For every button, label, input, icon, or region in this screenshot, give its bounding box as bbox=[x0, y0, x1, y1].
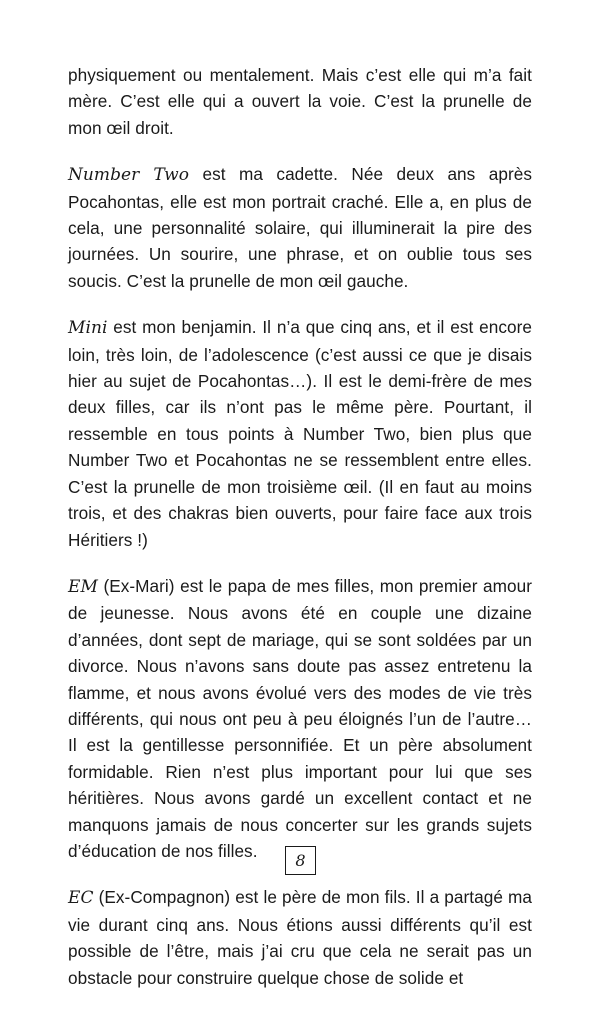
paragraph-mini bbox=[68, 314, 532, 553]
paragraph-intro bbox=[68, 62, 532, 141]
page-number: 8 bbox=[295, 851, 306, 870]
paragraph-text: est ma cadette. Née deux ans après Pocahontas, elle est mon portrait craché. Elle a, en plus de cela, une personnalité solaire, qui illuminerait la pire des journées. Un sourire, une phrase, et on oublie tous ses soucis. C’est la prunelle de mon œil gauche. bbox=[68, 164, 532, 291]
paragraph-em bbox=[68, 573, 532, 864]
paragraph-text: physiquement ou mentalement. Mais c’est elle qui m’a fait mère. C’est elle qui a ouvert la voie. C’est la prunelle de mon œil droit. bbox=[68, 65, 532, 138]
paragraph-text: (Ex-Mari) est le papa de mes filles, mon premier amour de jeunesse. Nous avons été en couple une dizaine d’années, dont sept de mariage, qui se sont soldées par un divorce. Nous n’avons sans doute pas assez entretenu la flamme, et nous avons évolué vers des modes de vie très différents, qui nous ont peu à peu éloignés l’un de l’autre… Il est la gentillesse personnifiée. Et un père absolument formidable. Rien n’est plus important pour lui que ses héritières. Nous avons gardé un excellent contact et ne manquons jamais de nous concerter sur les grands sujets d’éducation de nos filles. bbox=[68, 575, 532, 861]
paragraph-number-two bbox=[68, 161, 532, 294]
character-name-ec: EC bbox=[68, 888, 94, 909]
page-number-box bbox=[285, 846, 316, 875]
character-name-em: EM bbox=[68, 576, 98, 597]
character-name-mini: Mini bbox=[68, 318, 108, 339]
paragraph-text: (Ex-Compagnon) est le père de mon fils. Il a partagé ma vie durant cinq ans. Nous étions aussi différents qu’il est possible de l’être, mais j’ai cru que cela ne serait pas un obstacle pour construire quelque chose de solide et bbox=[68, 887, 532, 988]
paragraph-text: est mon benjamin. Il n’a que cinq ans, et il est encore loin, très loin, de l’adolescence (c’est aussi ce que je disais hier au sujet de Pocahontas…). Il est le demi-frère de mes deux filles, car ils n’ont pas le même père. Pourtant, il ressemble en tous points à Number Two, bien plus que Number Two et Pocahontas ne se ressemblent entre elles. C’est la prunelle de mon troisième œil. (Il en faut au moins trois, et des chakras bien ouverts, pour faire face aux trois Héritiers !) bbox=[68, 317, 532, 550]
character-name-number-two: Number Two bbox=[68, 165, 190, 186]
paragraph-ec bbox=[68, 884, 532, 991]
